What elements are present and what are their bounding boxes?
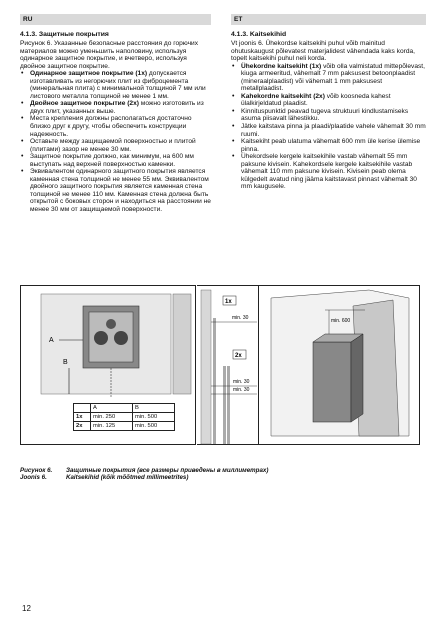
tag-2x: 2x: [235, 353, 242, 359]
section-heading-et: 4.1.3. Kaitsekihid: [231, 31, 287, 38]
table-cell: 1x: [74, 413, 91, 422]
list-item: [231, 63, 426, 93]
list-item: [231, 108, 426, 123]
min-30-a: min. 30: [233, 379, 250, 385]
page-number: 12: [22, 604, 31, 613]
table-cell: 2x: [74, 422, 91, 431]
figure-panel-middle: [197, 285, 259, 445]
text-column-et: [231, 31, 426, 191]
figure-middle-drawing: [197, 286, 259, 446]
list-item-term: Двойное защитное покрытие (2х): [30, 100, 139, 108]
dimension-label-a: A: [49, 337, 54, 344]
caption-label-ru: Рисунок 6.: [20, 467, 53, 474]
lang-tag-ru: RU: [20, 14, 211, 25]
list-item-text: Места крепления должны располагаться достаточно близко друг к другу, чтобы обеспечить конструкции надежность.: [30, 115, 192, 138]
min-30-top: min. 30: [232, 315, 249, 321]
min-30-b: min. 30: [233, 387, 250, 393]
intro-et: Vt joonis 6. Ühekordse kaitsekihi puhul võib mainitud ohutuskaugust põlevatest materjalidest vähendada kaks korda, topelt kaitsekihi puhul neli korda.: [231, 40, 416, 63]
table-cell: min. 250: [91, 413, 133, 422]
list-item-term: Одинарное защитное покрытие (1х): [30, 70, 148, 78]
list-item: [231, 123, 426, 138]
list-item: [20, 138, 211, 153]
figure-caption: [20, 467, 268, 482]
table-cell: min. 500: [133, 413, 175, 422]
caption-text-ru: Защитные покрытия (все размеры приведены в миллиметрах): [66, 467, 269, 474]
list-item-text: Ühekordsele kergele kaitsekihile vastab vähemalt 55 mm paksune kivisein. Kahekordsele kergele kaitsekihile vastab vähemalt 110 mm paksune kivisein. Kivisein peab olema külgedelt avatud ning jääma kaitstavast pinnast vähemalt 30 mm kaugusele.: [241, 153, 417, 191]
text-column-ru: [20, 31, 211, 214]
list-item: [231, 138, 426, 153]
tag-1x: 1x: [225, 299, 232, 305]
figure-right-drawing: [259, 286, 420, 446]
list-item: [20, 115, 211, 138]
table-header-cell: A: [91, 404, 133, 413]
list-item-text: Оставьте между защищаемой поверхностью и плитой (плитами) зазор не менее 30 мм.: [30, 138, 196, 153]
dimension-label-b: B: [63, 359, 68, 366]
list-item-text: Эквивалентом одинарного защитного покрытия является каменная стена толщиной не менее 55 мм. Эквивалентом двойного защитного покрытия является каменная стена толщиной не менее 110 мм. Каменная стена должна быть открытой с боковых сторон и находиться на расстоянии не менее 30 мм от защищаемой поверхности.: [30, 168, 211, 214]
distance-table: [73, 403, 175, 431]
figure-panel-left: [20, 285, 196, 445]
table-cell: min. 500: [133, 422, 175, 431]
list-item-text: Kinnituspunktid peavad tugeva struktuuri kindlustamiseks asuma piisavalt lähestikku.: [241, 107, 409, 123]
list-item: [20, 100, 211, 115]
list-item-text: Kaitsekiht peab ulatuma vähemalt 600 mm üle kerise ülemise pinna.: [241, 138, 421, 153]
list-item: [20, 153, 211, 168]
list-item: [231, 153, 426, 191]
table-header-cell: [74, 404, 91, 413]
intro-ru: Рисунок 6. Указанные безопасные расстояния до горючих материалов можно уменьшить наполовину, используя одинарное защитное покрытие, и вчетверо, используя двойное защитное покрытие.: [20, 40, 199, 70]
table-cell: min. 125: [91, 422, 133, 431]
section-heading-ru: 4.1.3. Защитные покрытия: [20, 31, 109, 38]
list-item-text: võib koosneda kahest ülalkirjeldatud plaadist.: [241, 92, 391, 108]
figure-panel-right: [259, 285, 420, 445]
list-item: [231, 93, 426, 108]
list-item-term: Kahekordne kaitsekiht (2x): [241, 92, 325, 100]
table-header-cell: B: [133, 404, 175, 413]
bullet-list-ru: [20, 70, 211, 213]
list-item-text: допускается изготавливать из негорючих плит из фиброцемента (минеральная плита) с минимальной толщиной 7 мм или листового металла толщиной не менее 1 мм.: [30, 70, 206, 100]
list-item: [20, 70, 211, 100]
min-600-label: min. 600: [331, 318, 351, 324]
list-item-text: Jätke kaitstava pinna ja plaadi/plaatide vahele vähemalt 30 mm ruumi.: [241, 123, 426, 138]
list-item-text: Защитное покрытие должно, как минимум, на 600 мм выступать над верхней поверхностью каменки.: [30, 153, 194, 168]
bullet-list-et: [231, 63, 426, 191]
caption-text-et: Kaitsekihid (kõik mõõtmed millimeetrites): [66, 474, 189, 482]
lang-tag-et: ET: [231, 14, 426, 25]
caption-label-et: Joonis 6.: [20, 474, 47, 482]
list-item-text: võib olla valmistatud mittepõlevast, kiuga armeeritud, vähemalt 7 mm paksusest betoonplaadist (mineraalplaadist) või vähemalt 1 mm paksusest metallplaadist.: [241, 62, 425, 93]
list-item-term: Ühekordne kaitsekiht (1x): [241, 62, 322, 70]
list-item: [20, 168, 211, 213]
list-item-text: можно изготовить из двух плит, указанных выше.: [30, 100, 204, 115]
